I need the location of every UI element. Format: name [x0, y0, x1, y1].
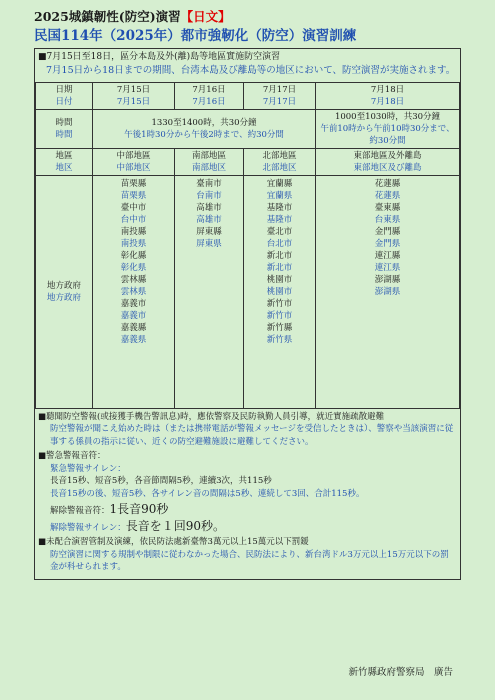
intro-ja: 7月15日から18日までの期間、台湾本島及び離島等の地区において、防空演習が実施されます。	[46, 65, 456, 76]
gov-name-zh: 屏東縣	[196, 226, 222, 237]
region-ja: 南部地区	[191, 162, 226, 173]
gov-name-zh: 嘉義縣	[120, 322, 147, 333]
gov-name-ja: 雲林県	[120, 286, 147, 297]
note-release-zh-value: 1長音90秒	[109, 502, 169, 516]
gov-name-ja: 基隆市	[266, 214, 293, 225]
region-ja: 中部地区	[116, 162, 151, 173]
gov-name-ja: 嘉義県	[120, 334, 147, 345]
date-ja: 7月17日	[262, 96, 297, 107]
gov-name-zh: 桃園市	[266, 274, 293, 285]
content-box	[34, 48, 461, 580]
gov-name-ja: 南投県	[120, 238, 147, 249]
time-main-ja: 午後1時30分から午後2時まで、約30分間	[124, 129, 284, 140]
gov-list	[93, 175, 175, 408]
gov-name-ja: 苗栗県	[120, 190, 147, 201]
note-alarm-ja: 緊急警報サイレン：	[50, 463, 126, 474]
gov-name-ja: 高雄市	[196, 214, 222, 225]
date-ja: 7月18日	[370, 96, 405, 107]
date-zh: 7月15日	[116, 84, 151, 95]
gov-name-zh: 南投縣	[120, 226, 147, 237]
time-last-zh: 1000至1030時，共30分鐘	[334, 111, 441, 122]
gov-row	[36, 175, 460, 408]
gov-label-ja: 地方政府	[46, 292, 81, 303]
gov-name-zh: 彰化縣	[120, 250, 147, 261]
time-label-zh: 時間	[55, 117, 73, 128]
note-penalty-zh: ■未配合演習管制及演練，依民防法處新臺幣3萬元以上15萬元以下罰鍰	[38, 537, 309, 547]
gov-name-zh: 花蓮縣	[374, 178, 401, 189]
note-evacuate-zh: ■聽聞防空警報(或接獲手機告警訊息)時，應依警察及民防執勤人員引導，就近實施疏散避難	[38, 411, 385, 422]
date-zh: 7月18日	[370, 84, 405, 95]
date-ja: 7月15日	[116, 96, 151, 107]
region-label-zh: 地區	[55, 150, 73, 161]
gov-name-ja: 台東県	[374, 214, 401, 225]
note-release-ja-value: 長音を１回90秒。	[125, 518, 225, 533]
gov-name-ja: 新竹県	[266, 334, 293, 345]
date-zh: 7月17日	[262, 84, 297, 95]
region-ja: 北部地区	[262, 162, 297, 173]
note-alarm-detail-ja: 長音15秒の後、短音5秒、各サイレン音の間隔は5秒、連続して3回、合計115秒。	[50, 488, 365, 499]
date-label-zh: 日期	[55, 84, 73, 95]
region-zh: 北部地區	[262, 150, 297, 161]
gov-name-ja: 金門県	[374, 238, 401, 249]
gov-name-zh: 臺北市	[266, 226, 293, 237]
note-release-zh	[38, 503, 457, 518]
region-row	[36, 148, 460, 175]
date-zh: 7月16日	[192, 84, 226, 95]
notes	[35, 409, 460, 579]
time-main-zh: 1330至1400時，共30分鐘	[151, 117, 257, 128]
date-label-ja: 日付	[55, 96, 73, 107]
gov-name-ja: 新北市	[266, 262, 293, 273]
time-label-ja: 時間	[55, 129, 73, 140]
gov-name-ja: 台中市	[120, 214, 147, 225]
gov-name-zh: 嘉義市	[120, 298, 147, 309]
footer-credit: 新竹縣政府警察局 廣告	[348, 667, 453, 678]
title-text: 2025城鎮韌性(防空)演習	[34, 9, 181, 24]
gov-name-zh: 金門縣	[374, 226, 401, 237]
gov-name-zh: 臺中市	[120, 202, 147, 213]
gov-name-ja: 連江県	[374, 262, 401, 273]
gov-name-zh: 連江縣	[374, 250, 401, 261]
gov-name-zh: 雲林縣	[120, 274, 147, 285]
gov-name-ja: 台北市	[266, 238, 293, 249]
gov-name-zh: 臺東縣	[374, 202, 401, 213]
gov-list	[244, 175, 316, 408]
gov-name-ja: 彰化県	[120, 262, 147, 273]
schedule-table	[35, 82, 460, 409]
time-row	[36, 109, 460, 148]
note-release-zh-prefix: 解除警報音符：	[50, 506, 110, 516]
gov-name-zh: 苗栗縣	[120, 178, 147, 189]
gov-name-zh: 高雄市	[196, 202, 222, 213]
gov-name-zh: 新北市	[266, 250, 293, 261]
gov-name-zh: 澎湖縣	[374, 274, 401, 285]
note-evacuate-ja: 防空警報が聞こえ始めた時は（または携帯電話が警報メッセージを受信したときは）、警察や当該演習に従事する係員の指示に従い、近くの防空避難施設に避難してください。	[50, 424, 454, 447]
gov-name-ja: 桃園市	[266, 286, 293, 297]
region-zh: 南部地區	[191, 150, 226, 161]
note-alarm-zh: ■警急警報音符：	[38, 451, 106, 461]
region-ja: 東部地区及び離島	[353, 162, 422, 173]
gov-name-ja: 花蓮県	[374, 190, 401, 201]
note-release-ja-prefix: 解除警報サイレン：	[50, 522, 126, 533]
note-alarm-detail-zh: 長音15秒、短音5秒，各音節間隔5秒，連續3次，共115秒	[50, 476, 272, 486]
region-zh: 中部地區	[116, 150, 151, 161]
gov-name-zh: 新竹市	[266, 298, 293, 309]
gov-name-zh: 臺南市	[196, 178, 222, 189]
gov-name-zh: 新竹縣	[266, 322, 293, 333]
gov-name-ja: 宜蘭県	[266, 190, 293, 201]
subtitle: 民国114年（2025年）都市強靭化（防空）演習訓練	[34, 28, 357, 44]
title-tag: 【日文】	[180, 9, 231, 24]
gov-name-zh: 基隆市	[266, 202, 293, 213]
gov-list	[316, 175, 460, 408]
gov-name-zh: 宜蘭縣	[266, 178, 293, 189]
gov-name-ja: 澎湖県	[374, 286, 401, 297]
intro	[35, 49, 460, 82]
date-ja: 7月16日	[192, 96, 226, 107]
note-penalty-ja: 防空演習に関する規制や制限に従わなかった場合、民防法により、新台湾ドル3万元以上15万元以下の罰金が科せられます。	[50, 549, 449, 572]
region-label-ja: 地区	[55, 162, 73, 173]
title	[34, 8, 461, 26]
document	[34, 8, 461, 580]
time-last-ja: 午前10時から午前10時30分まで、約30分間	[320, 123, 455, 146]
gov-name-ja: 新竹市	[266, 310, 293, 321]
intro-zh: ■7月15日至18日，區分本島及外(離)島等地區實施防空演習	[38, 52, 281, 62]
gov-label-zh: 地方政府	[46, 280, 81, 291]
gov-list	[175, 175, 244, 408]
gov-name-ja: 嘉義市	[120, 310, 147, 321]
gov-name-ja: 台南市	[196, 190, 222, 201]
date-row	[36, 82, 460, 109]
note-release-ja	[38, 520, 457, 535]
gov-name-ja: 屏東県	[196, 238, 222, 249]
region-zh: 東部地區及外離島	[353, 150, 422, 161]
